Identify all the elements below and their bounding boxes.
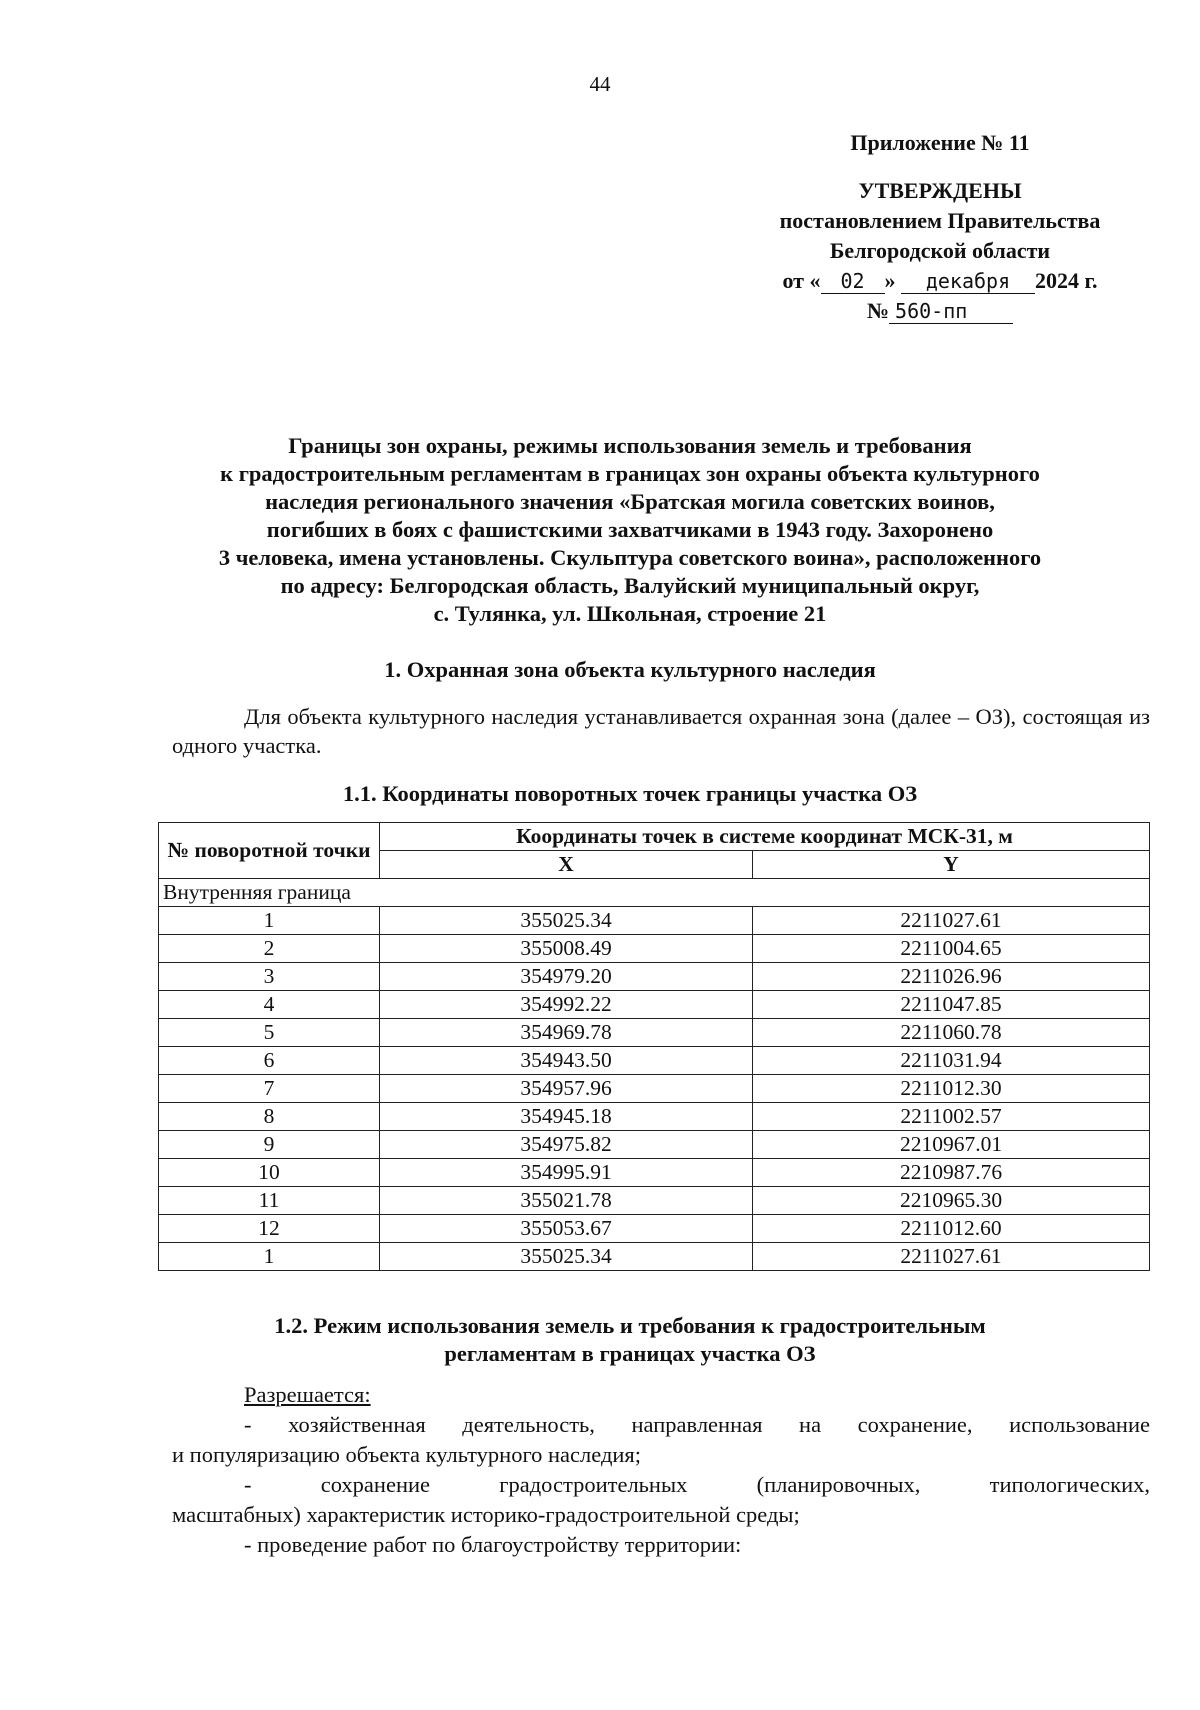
table-row [159,1047,1150,1075]
cell-x: 355025.34 [380,907,753,935]
date-prefix: от « [782,268,821,293]
group-label: Внутренняя граница [159,879,1150,907]
header-x: X [380,851,753,879]
title-line: с. Тулянка, ул. Школьная, строение 21 [433,601,827,626]
approved-by-line1: постановлением Правительства [779,208,1101,233]
allowed-label: Разрешается: [244,1382,371,1407]
date-month: декабря [901,269,1035,294]
cell-x: 354957.96 [380,1075,753,1103]
date-day: 02 [821,269,885,294]
cell-x: 354969.78 [380,1019,753,1047]
list-item-first-line: - сохранение градостроительных (планировочных, типологических, [244,1472,1150,1497]
approved-label: УТВЕРЖДЕНЫ [858,178,1022,203]
cell-y: 2211002.57 [753,1103,1150,1131]
cell-y: 2211004.65 [753,935,1150,963]
coordinates-table [158,822,1150,1271]
table-row [159,935,1150,963]
cell-y: 2211012.60 [753,1215,1150,1243]
title-line: 3 человека, имена установлены. Скульптура советского воина», расположенного [218,545,1042,570]
number-value: 560-пп [889,299,1013,324]
cell-y: 2210987.76 [753,1159,1150,1187]
title-line: погибших в боях с фашистскими захватчиками в 1943 году. Захоронено [266,517,994,542]
cell-x: 354992.22 [380,991,753,1019]
page-number: 44 [589,72,611,96]
cell-n: 12 [159,1215,380,1243]
table-row [159,1187,1150,1215]
cell-x: 355053.67 [380,1215,753,1243]
approval-block [720,128,1160,326]
list-item [172,1410,1150,1470]
section-1-2-heading-line: 1.2. Режим использования земель и требования к градостроительным [274,1313,986,1338]
cell-n: 10 [159,1159,380,1187]
table-row [159,1159,1150,1187]
section-1-text: Для объекта культурного наследия устанавливается охранная зона (далее – ОЗ), состоящая из одного участка. [172,704,1150,758]
cell-x: 354979.20 [380,963,753,991]
cell-n: 8 [159,1103,380,1131]
table-row [159,1243,1150,1271]
section-1-2-heading-line: регламентам в границах участка ОЗ [444,1341,816,1366]
table-row [159,963,1150,991]
cell-n: 1 [159,907,380,935]
date-year: 2024 г. [1035,268,1098,293]
table-row [159,1215,1150,1243]
cell-y: 2210967.01 [753,1131,1150,1159]
list-item [172,1530,1150,1560]
table-row [159,1075,1150,1103]
list-item [172,1470,1150,1530]
cell-n: 7 [159,1075,380,1103]
table-row [159,1019,1150,1047]
title-line: к градостроительным регламентам в границах зон охраны объекта культурного [220,461,1040,486]
approval-date [720,266,1160,296]
table-row [159,991,1150,1019]
appendix-label: Приложение № 11 [850,130,1030,155]
cell-n: 11 [159,1187,380,1215]
list-item-first-line: - проведение работ по благоустройству территории: [244,1532,742,1557]
table-group-row [159,879,1150,907]
table-row [159,1131,1150,1159]
cell-y: 2211027.61 [753,907,1150,935]
cell-n: 1 [159,1243,380,1271]
cell-y: 2211026.96 [753,963,1150,991]
cell-n: 3 [159,963,380,991]
cell-y: 2211027.61 [753,1243,1150,1271]
section-1-heading: 1. Охранная зона объекта культурного наследия [384,657,876,682]
header-point-number: № поворотной точки [159,823,380,879]
cell-n: 2 [159,935,380,963]
allowed-list [172,1380,1150,1560]
cell-x: 354945.18 [380,1103,753,1131]
cell-x: 354995.91 [380,1159,753,1187]
list-item-continuation: масштабных) характеристик историко-градостроительной среды; [172,1502,800,1527]
cell-x: 355021.78 [380,1187,753,1215]
document-title [150,432,1110,628]
header-y: Y [753,851,1150,879]
approved-by-line2: Белгородской области [829,238,1051,263]
table-row [159,1103,1150,1131]
cell-y: 2211012.30 [753,1075,1150,1103]
number-prefix: № [866,298,890,323]
cell-y: 2211031.94 [753,1047,1150,1075]
table-row [159,907,1150,935]
cell-x: 355008.49 [380,935,753,963]
header-coordinates: Координаты точек в системе координат МСК-31, м [380,823,1150,851]
cell-y: 2210965.30 [753,1187,1150,1215]
section-1-1-heading: 1.1. Координаты поворотных точек границы участка ОЗ [342,781,918,806]
date-mid: » [884,268,896,293]
approval-number [720,296,1160,326]
cell-n: 6 [159,1047,380,1075]
cell-y: 2211060.78 [753,1019,1150,1047]
cell-x: 354975.82 [380,1131,753,1159]
cell-x: 354943.50 [380,1047,753,1075]
section-1-paragraph [172,702,1150,760]
cell-n: 5 [159,1019,380,1047]
cell-n: 4 [159,991,380,1019]
title-line: по адресу: Белгородская область, Валуйский муниципальный округ, [280,573,980,598]
cell-x: 355025.34 [380,1243,753,1271]
section-1-2-heading [150,1312,1110,1368]
title-line: наследия регионального значения «Братская могила советских воинов, [265,489,995,514]
list-item-first-line: - хозяйственная деятельность, направленная на сохранение, использование [244,1412,1150,1437]
cell-y: 2211047.85 [753,991,1150,1019]
cell-n: 9 [159,1131,380,1159]
list-item-continuation: и популяризацию объекта культурного наследия; [172,1442,642,1467]
title-line: Границы зон охраны, режимы использования земель и требования [288,433,972,458]
